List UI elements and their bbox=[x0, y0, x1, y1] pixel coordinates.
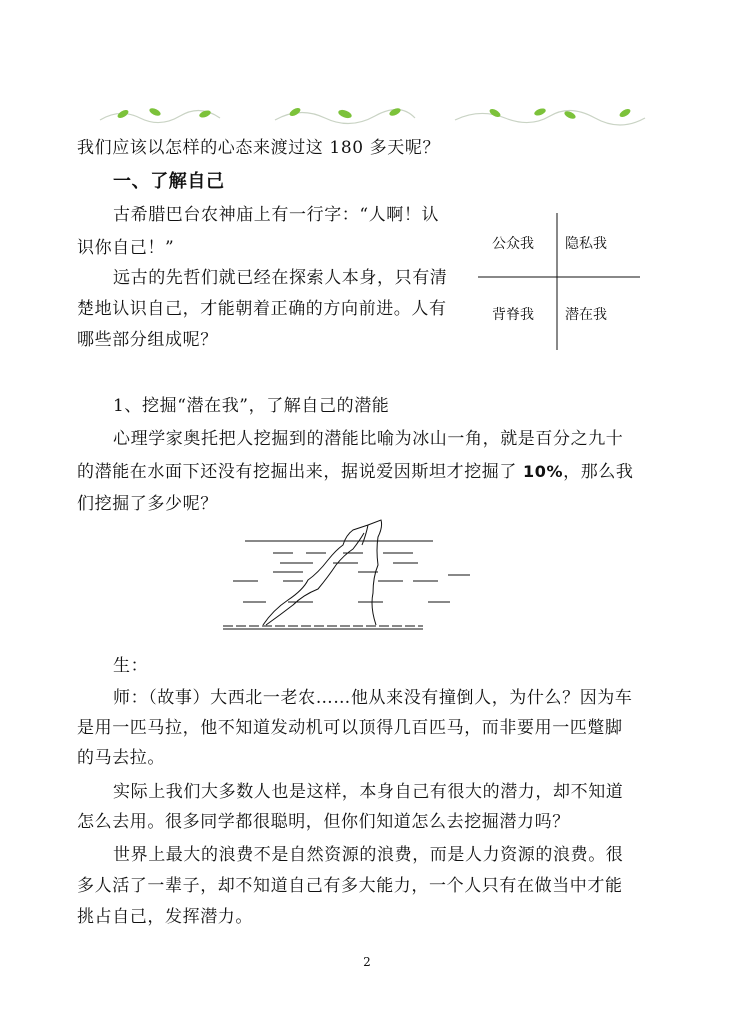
percent-figure: 10% bbox=[523, 462, 564, 481]
paragraph-sages-line3: 哪些部分组成呢？ bbox=[77, 330, 218, 350]
quadrant-latent-self: 潜在我 bbox=[565, 307, 607, 323]
paragraph-otto-line3: 们挖掘了多少呢？ bbox=[77, 494, 218, 514]
subheading-latent-self: 1、挖掘“潜在我”，了解自己的潜能 bbox=[113, 396, 390, 416]
paragraph-waste-line2: 多人活了一辈子，却不知道自己有多大能力，一个人只有在做当中才能 bbox=[77, 876, 623, 896]
paragraph-waste-line3: 挑占自己，发挥潜力。 bbox=[77, 907, 253, 927]
quadrant-private-self: 隐私我 bbox=[565, 236, 607, 252]
paragraph-reality-line2: 怎么去用。很多同学都很聪明，但你们知道怎么去挖掘潜力吗？ bbox=[77, 812, 570, 832]
paragraph-teacher-line3: 的马去拉。 bbox=[77, 748, 165, 768]
paragraph-otto-line1: 心理学家奥托把人挖掘到的潜能比喻为冰山一角，就是百分之九十 bbox=[113, 429, 624, 449]
intro-question: 我们应该以怎样的心态来渡过这 180 多天呢？ bbox=[77, 138, 441, 158]
self-quadrant-diagram bbox=[478, 213, 648, 353]
quadrant-blind-self: 背脊我 bbox=[492, 307, 534, 323]
paragraph-sages-line2: 楚地认识自己，才能朝着正确的方向前进。人有 bbox=[77, 299, 447, 319]
otto-line2-text-c: ，那么我 bbox=[563, 462, 634, 482]
paragraph-temple-line2: 识你自己！” bbox=[77, 238, 175, 258]
section-heading: 一、了解自己 bbox=[113, 171, 225, 192]
paragraph-teacher-line2: 是用一匹马拉，他不知道发动机可以顶得几百匹马，而非要用一匹蹩脚 bbox=[77, 718, 623, 738]
paragraph-reality-line1: 实际上我们大多数人也是这样，本身自己有很大的潜力，却不知道 bbox=[113, 782, 624, 802]
otto-line2-text-a: 的潜能在水面下还没有挖掘出来，据说爱因斯坦才挖掘了 bbox=[77, 462, 524, 482]
student-label: 生： bbox=[113, 656, 149, 676]
iceberg-sketch bbox=[218, 515, 478, 640]
paragraph-waste-line1: 世界上最大的浪费不是自然资源的浪费，而是人力资源的浪费。很 bbox=[113, 845, 624, 865]
page-number: 2 bbox=[363, 955, 371, 969]
vine-decoration bbox=[95, 100, 655, 130]
paragraph-otto-line2 bbox=[77, 460, 634, 484]
quadrant-public-self: 公众我 bbox=[492, 236, 534, 252]
paragraph-temple-line1: 古希腊巴台农神庙上有一行字：“人啊！认 bbox=[113, 205, 440, 225]
paragraph-teacher-line1: 师：（故事）大西北一老农……他从来没有撞倒人，为什么？因为车 bbox=[113, 688, 633, 708]
paragraph-sages-line1: 远古的先哲们就已经在探索人本身，只有清 bbox=[113, 268, 448, 288]
